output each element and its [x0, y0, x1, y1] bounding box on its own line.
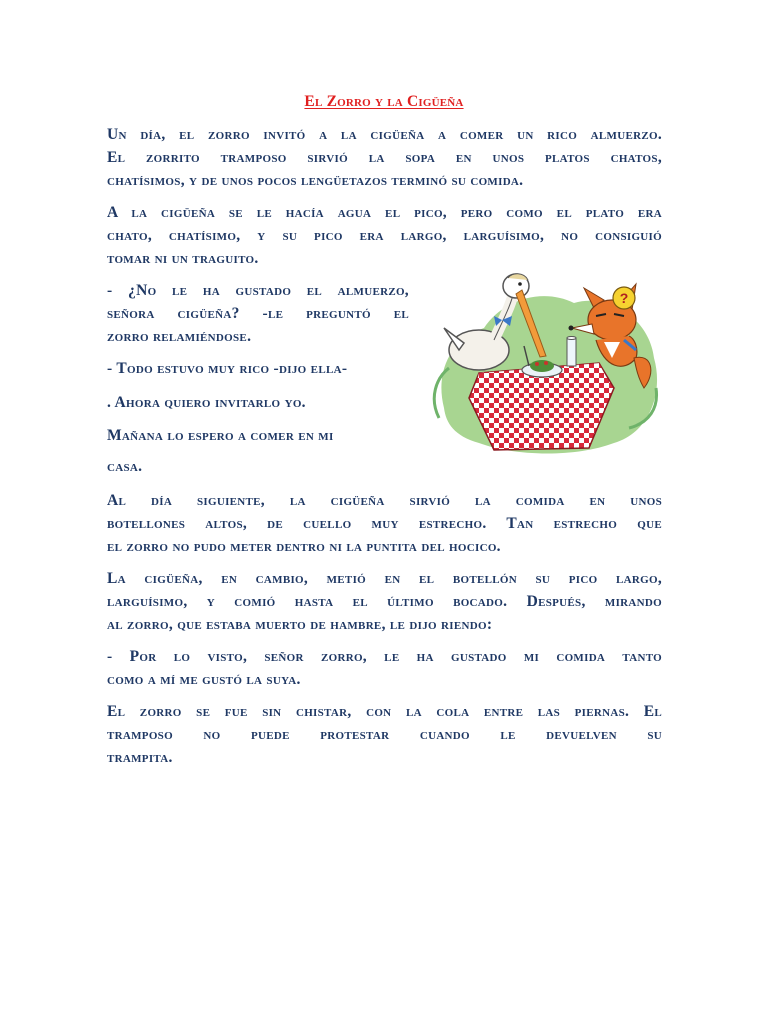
glass-rim — [567, 337, 576, 340]
paragraph-5 — [107, 391, 409, 414]
paragraph-9 — [107, 567, 662, 636]
paragraph-line: chatísimos, y de unos pocos lengüetazos terminó su comida. — [107, 172, 524, 189]
paragraph-10 — [107, 645, 662, 691]
food-tomato — [544, 361, 548, 365]
paragraph-6 — [107, 424, 409, 447]
paragraph-line: tomar ni un traguito. — [107, 250, 259, 267]
glass — [567, 338, 576, 366]
paragraph-7 — [107, 455, 409, 478]
page-title: El Zorro y la Cigüeña — [304, 93, 464, 110]
paragraph-8 — [107, 489, 662, 558]
paragraph-line: como a mí me gustó la suya. — [107, 671, 301, 688]
fox-and-stork-illustration — [424, 258, 664, 458]
paragraph-line: botellones altos, de cuello muy estrecho. Tan estrecho que — [107, 515, 662, 532]
fox-nose — [569, 326, 574, 331]
paragraph-line: - Por lo visto, señor zorro, le ha gustado mi comida tanto — [107, 648, 662, 665]
paragraph-line: el zorro no pudo meter dentro ni la puntita del hocico. — [107, 538, 501, 555]
paragraph-line: La cigüeña, en cambio, metió en el botellón su pico largo, — [107, 570, 662, 587]
paragraph-line: El zorrito tramposo sirvió la sopa en unos platos chatos, — [107, 149, 662, 166]
question-mark-icon: ? — [619, 290, 629, 306]
paragraph-line: . Ahora quiero invitarlo yo. — [107, 394, 306, 411]
paragraph-1 — [107, 123, 662, 192]
paragraph-line: casa. — [107, 458, 143, 475]
paragraph-11 — [107, 700, 662, 769]
food — [530, 360, 554, 372]
paragraph-line: - ¿No le ha gustado el almuerzo, — [107, 282, 409, 299]
paragraph-3 — [107, 279, 409, 348]
paragraph-4 — [107, 357, 409, 380]
paragraph-line: tramposo no puede protestar cuando le devuelven su — [107, 726, 662, 743]
paragraph-line: Un día, el zorro invitó a la cigüeña a comer un rico almuerzo. — [107, 126, 662, 143]
paragraph-line: - Todo estuvo muy rico -dijo ella- — [107, 360, 348, 377]
paragraph-line: zorro relamiéndose. — [107, 328, 252, 345]
stork-eye — [518, 282, 522, 286]
paragraph-line: trampita. — [107, 749, 173, 766]
paragraph-line: al zorro, que estaba muerto de hambre, le dijo riendo: — [107, 616, 493, 633]
paragraph-line: El zorro se fue sin chistar, con la cola entre las piernas. El — [107, 703, 662, 720]
paragraph-line: chato, chatísimo, y su pico era largo, larguísimo, no consiguió — [107, 227, 662, 244]
paragraph-line: larguísimo, y comió hasta el último bocado. Después, mirando — [107, 593, 662, 610]
paragraph-line: A la cigüeña se le hacía agua el pico, pero como el plato era — [107, 204, 662, 221]
paragraph-line: Al día siguiente, la cigüeña sirvió la comida en unos — [107, 492, 662, 509]
paragraph-line: Mañana lo espero a comer en mi — [107, 427, 334, 444]
paragraph-line: señora cigüeña? -le preguntó el — [107, 305, 409, 322]
food-tomato — [535, 362, 539, 366]
